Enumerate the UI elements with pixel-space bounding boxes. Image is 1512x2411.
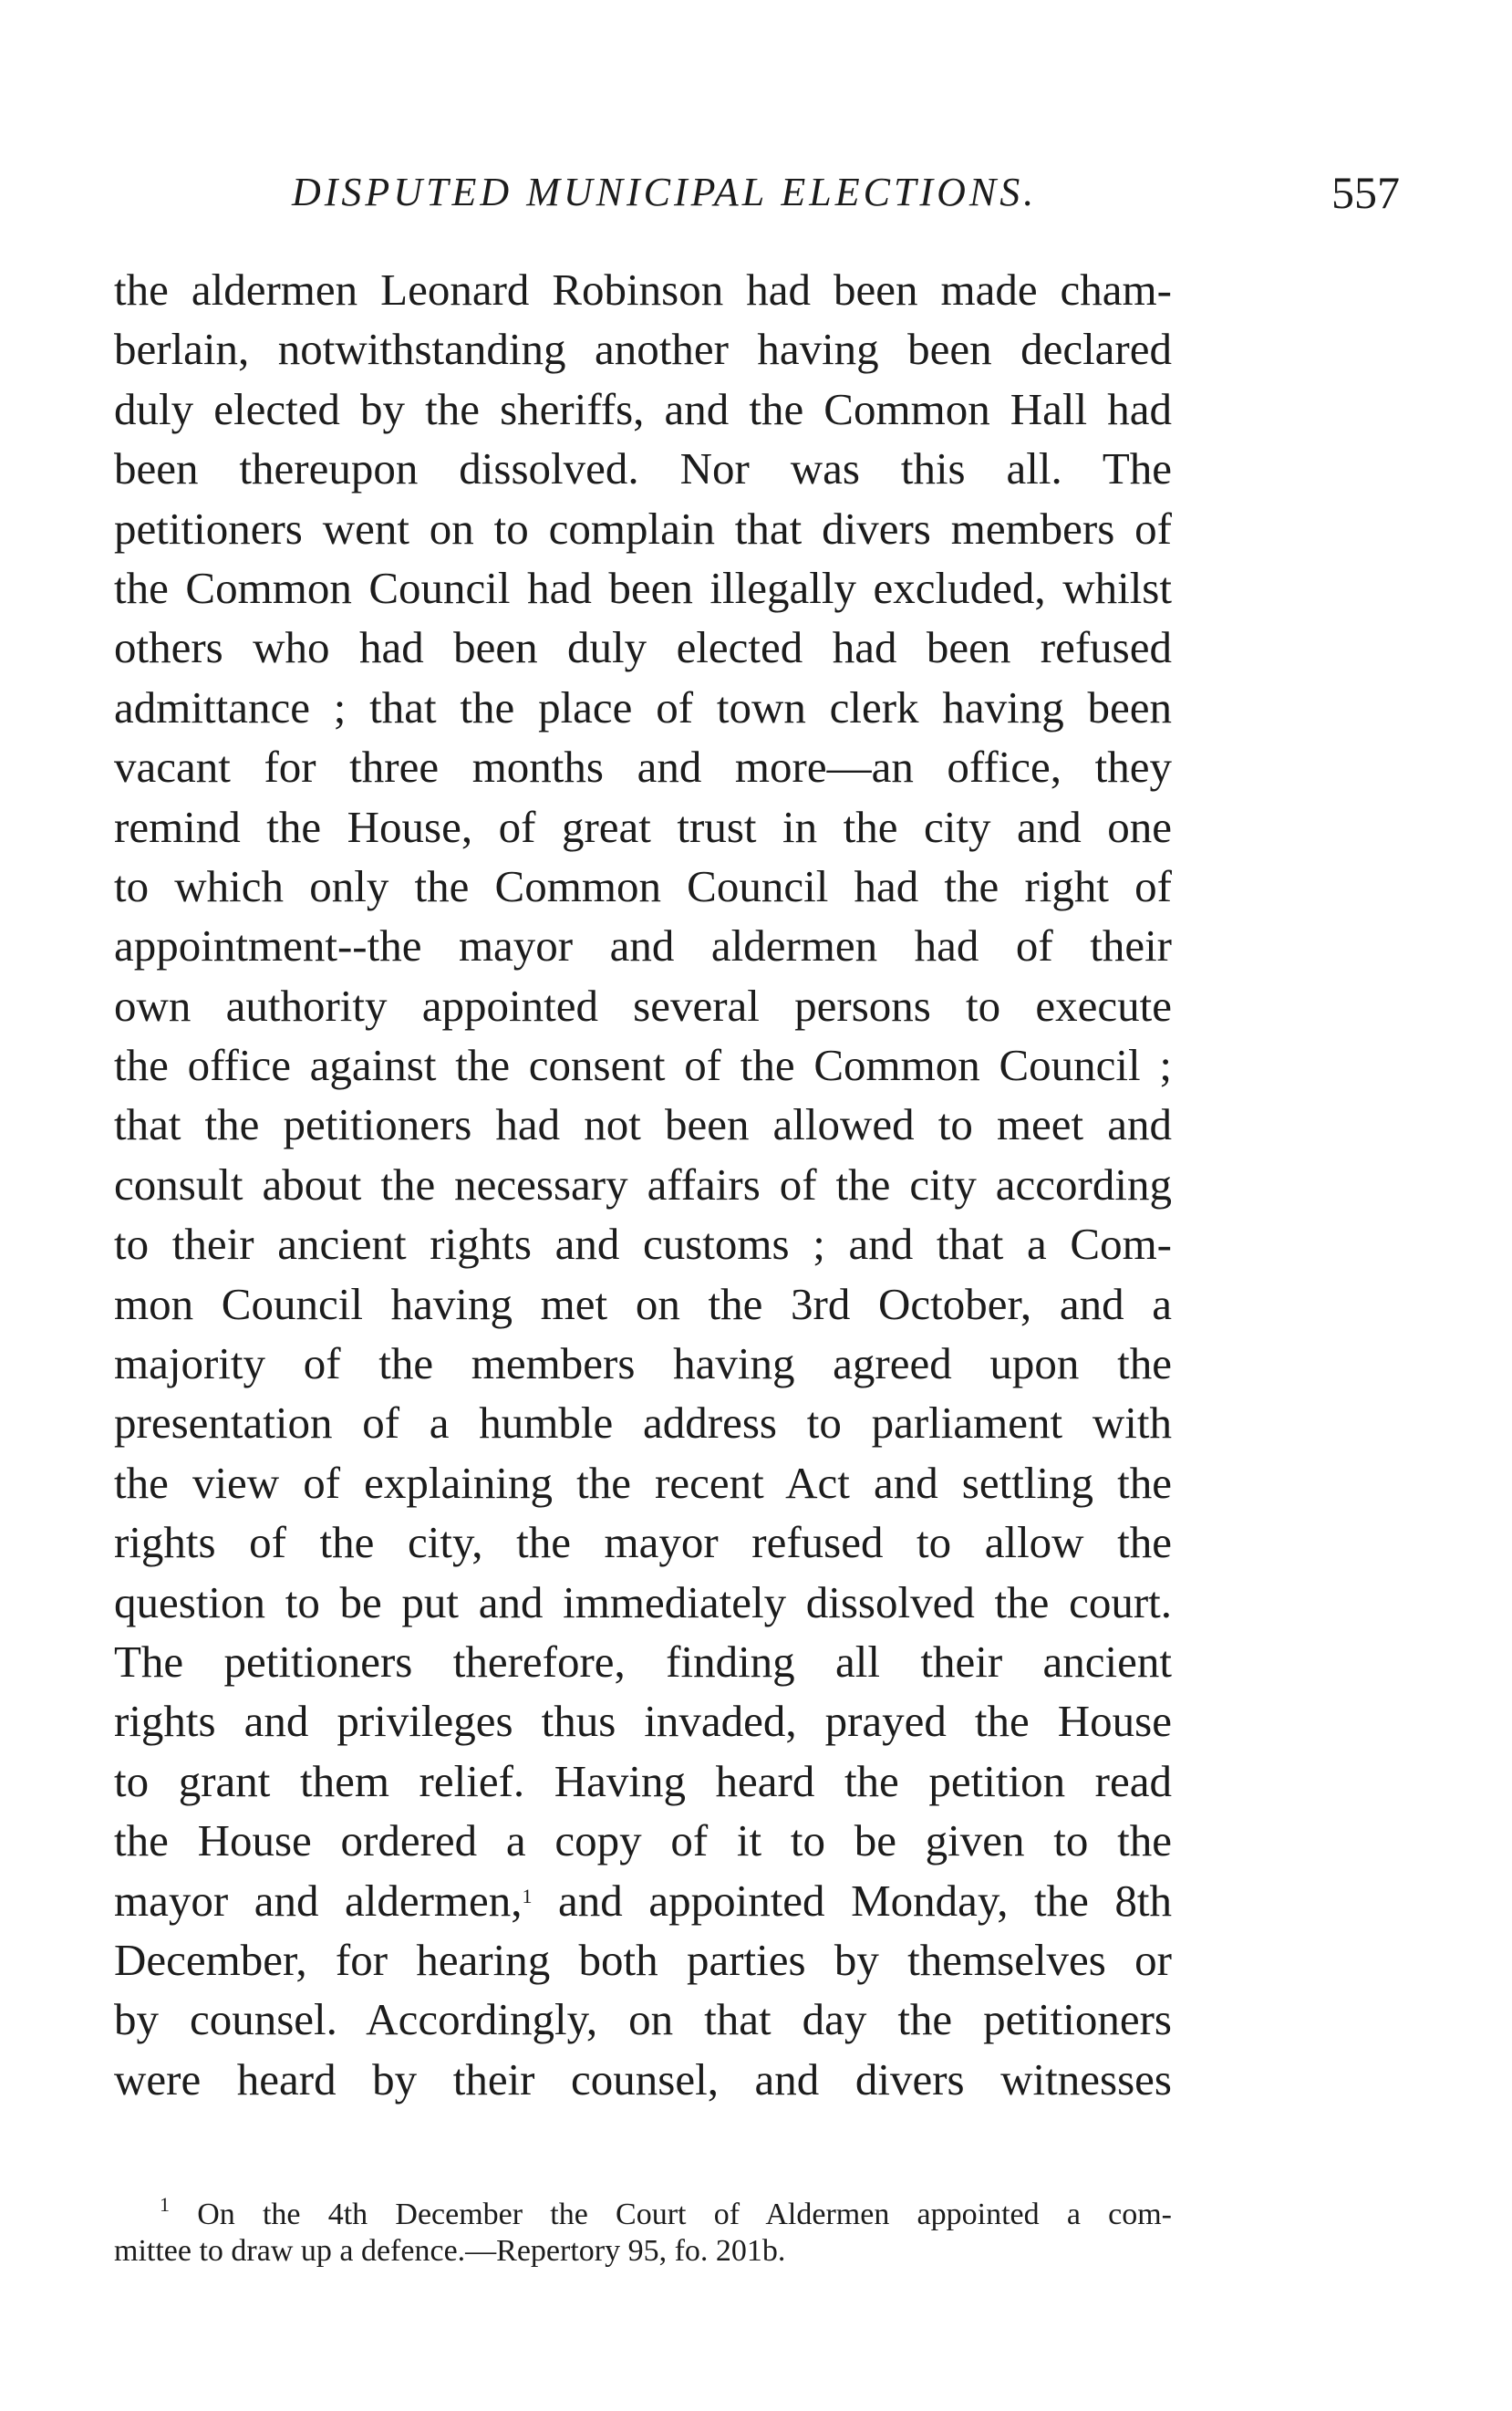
text-line: The petitioners therefore, finding all their ancient (114, 1636, 1172, 1687)
text-line: mon Council having met on the 3rd October, and a (114, 1278, 1172, 1329)
running-head: DISPUTED MUNICIPAL ELECTIONS. (292, 170, 1038, 214)
footnote-reference[interactable]: 1 (522, 1884, 533, 1907)
text-line: duly elected by the sheriffs, and the Common Hall had (114, 383, 1172, 434)
text-line: the aldermen Leonard Robinson had been made cham- (114, 265, 1172, 315)
page-number: 557 (1331, 167, 1400, 218)
footnote (114, 2197, 1172, 2270)
text-line: presentation of a humble address to parliament with (114, 1398, 1172, 1449)
text-line: consult about the necessary affairs of the city according (114, 1159, 1172, 1210)
text-line: vacant for three months and more—an office, they (114, 742, 1172, 793)
text-line: appointment--the mayor and aldermen had of their (114, 920, 1172, 972)
text-line: berlain, notwithstanding another having been declared (114, 324, 1172, 375)
text-line: rights of the city, the mayor refused to allow the (114, 1517, 1172, 1568)
text-line: the view of explaining the recent Act and settling the (114, 1457, 1172, 1508)
text-line-with-footnote-ref (114, 1871, 1172, 1930)
body-text (114, 260, 1172, 2109)
text-line: to which only the Common Council had the right of (114, 860, 1172, 911)
text-line: been thereupon dissolved. Nor was this all. The (114, 443, 1172, 494)
text-segment: and appointed Monday, the 8th (532, 1875, 1172, 1926)
text-line: the Common Council had been illegally excluded, whilst (114, 562, 1172, 613)
text-line: majority of the members having agreed upon the (114, 1338, 1172, 1389)
text-line: question to be put and immediately dissolved the court. (114, 1576, 1172, 1627)
text-line: the office against the consent of the Common Council ; (114, 1040, 1172, 1091)
text-line: to grant them relief. Having heard the petition read (114, 1755, 1172, 1806)
footnote-text: On the 4th December the Court of Aldermen appointed a com- (170, 2198, 1172, 2231)
text-line: by counsel. Accordingly, on that day the petitioners (114, 1994, 1172, 2045)
text-line: the House ordered a copy of it to be given to the (114, 1815, 1172, 1866)
text-line: own authority appointed several persons to execute (114, 980, 1172, 1031)
text-line: rights and privileges thus invaded, prayed the House (114, 1696, 1172, 1747)
text-line: to their ancient rights and customs ; and that a Com- (114, 1219, 1172, 1270)
text-line: admittance ; that the place of town clerk having been (114, 681, 1172, 733)
text-segment: mayor and aldermen, (114, 1875, 523, 1926)
text-line: petitioners went on to complain that divers members of (114, 503, 1172, 554)
footnote-marker: 1 (160, 2197, 170, 2216)
text-line: December, for hearing both parties by themselves or (114, 1934, 1172, 1985)
footnote-line: mittee to draw up a defence.—Repertory 95, fo. 201b. (114, 2234, 786, 2268)
footnote-line (114, 2197, 1172, 2233)
text-line: that the petitioners had not been allowed to meet and (114, 1099, 1172, 1150)
text-line: others who had been duly elected had been refused (114, 622, 1172, 673)
text-line: remind the House, of great trust in the city and one (114, 801, 1172, 852)
text-line: were heard by their counsel, and divers witnesses (114, 2053, 1172, 2104)
